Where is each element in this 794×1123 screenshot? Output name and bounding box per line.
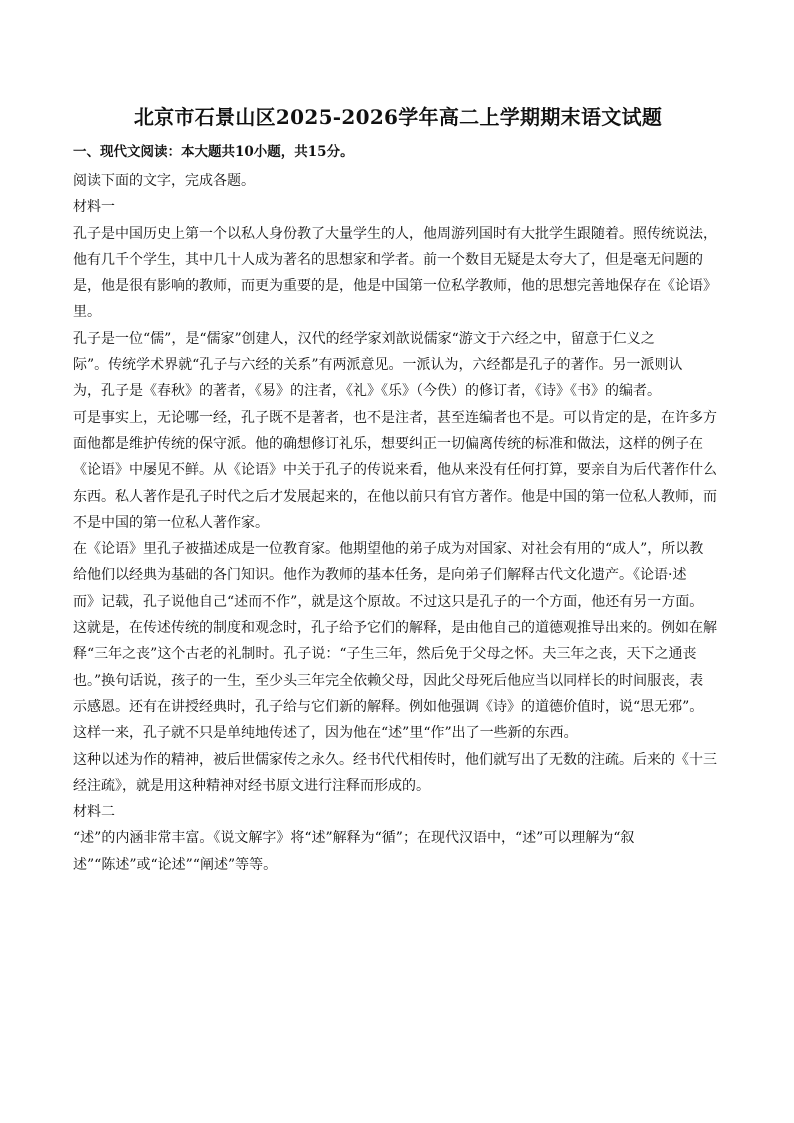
- text-line: 示感恩。还有在讲授经典时，孔子给与它们新的解释。例如他强调《诗》的道德价值时，说“思无邪”。: [73, 698, 704, 715]
- material1-body: [73, 221, 723, 800]
- paragraph: [73, 326, 723, 536]
- material2-body: [73, 825, 723, 878]
- document-page: [73, 100, 723, 878]
- text-line: 给他们以经典为基础的各门知识。他作为教师的基本任务，是向弟子们解释古代文化遗产。《论语·述: [73, 567, 687, 584]
- text-line: 为，孔子是《春秋》的著者，《易》的注者，《礼》《乐》（今佚）的修订者，《诗》《书》的编者。: [73, 383, 661, 400]
- text-line: 经注疏》，就是用这种精神对经书原文进行注释而形成的。: [73, 777, 430, 794]
- paragraph: [73, 536, 723, 746]
- text-line: 是，他是很有影响的教师，而更为重要的是，他是中国第一位私学教师，他的思想完善地保存在《论语》: [73, 278, 717, 295]
- material2-label: 材料二: [73, 804, 115, 821]
- text-line: 可是事实上，无论哪一经，孔子既不是著者，也不是注者，甚至连编者也不是。可以肯定的是，在许多方: [73, 409, 717, 426]
- text-line: 际”。传统学术界就“孔子与六经的关系”有两派意见。一派认为，六经都是孔子的著作。另一派则认: [73, 357, 683, 374]
- paragraph: [73, 747, 723, 800]
- text-line: 这样一来，孔子就不只是单纯地传述了，因为他在“述”里“作”出了一些新的东西。: [73, 725, 578, 742]
- instruction-text: 阅读下面的文字，完成各题。: [73, 173, 255, 189]
- text-line: 孔子是一位“儒”，是“儒家”创建人，汉代的经学家刘歆说儒家“游文于六经之中，留意于仁义之: [73, 330, 655, 347]
- text-line: 面他都是维护传统的保守派。他的确想修订礼乐，想要纠正一切偏离传统的标准和做法，这样的例子在: [73, 435, 703, 452]
- text-line: 述”“陈述”或“论述”“阐述”等等。: [73, 856, 278, 873]
- text-line: 而》记载，孔子说他自己“述而不作”，就是这个原故。不过这只是孔子的一个方面，他还有另一方面。: [73, 593, 704, 610]
- text-line: “述”的内涵非常丰富。《说文解字》将“述”解释为“循”；在现代汉语中，“述”可以理解为“叙: [73, 830, 635, 847]
- paragraph: [73, 825, 723, 878]
- text-line: 孔子是中国历史上第一个以私人身份教了大量学生的人，他周游列国时有大批学生跟随着。照传统说法，: [73, 225, 717, 242]
- material1-label: 材料一: [73, 199, 115, 216]
- text-line: 这就是，在传述传统的制度和观念时，孔子给予它们的解释，是由他自己的道德观推导出来的。例如在解: [73, 620, 717, 637]
- text-line: 《论语》中屡见不鲜。从《论语》中关于孔子的传说来看，他从来没有任何打算，要亲自为后代著作什么: [73, 462, 717, 479]
- text-line: 释“三年之丧”这个古老的礼制时。孔子说：“子生三年，然后免于父母之怀。夫三年之丧，天下之通丧: [73, 646, 697, 663]
- text-line: 里。: [73, 304, 101, 321]
- paragraph: [73, 221, 723, 326]
- section-heading: 一、现代文阅读：本大题共10小题，共15分。: [73, 144, 354, 160]
- document-title: 北京市石景山区2025-2026学年高二上学期期末语文试题: [133, 105, 663, 129]
- text-line: 不是中国的第一位私人著作家。: [73, 514, 269, 531]
- text-line: 也。”换句话说，孩子的一生，至少头三年完全依赖父母，因此父母死后他应当以同样长的时间服丧，表: [73, 672, 704, 689]
- text-line: 这种以述为作的精神，被后世儒家传之永久。经书代代相传时，他们就写出了无数的注疏。后来的《十三: [73, 751, 717, 768]
- text-line: 他有几千个学生，其中几十人成为著名的思想家和学者。前一个数目无疑是太夸大了，但是毫无问题的: [73, 251, 703, 268]
- text-line: 在《论语》里孔子被描述成是一位教育家。他期望他的弟子成为对国家、对社会有用的“成人”，所以教: [73, 541, 704, 558]
- text-line: 东西。私人著作是孔子时代之后才发展起来的，在他以前只有官方著作。他是中国的第一位私人教师，而: [73, 488, 717, 505]
